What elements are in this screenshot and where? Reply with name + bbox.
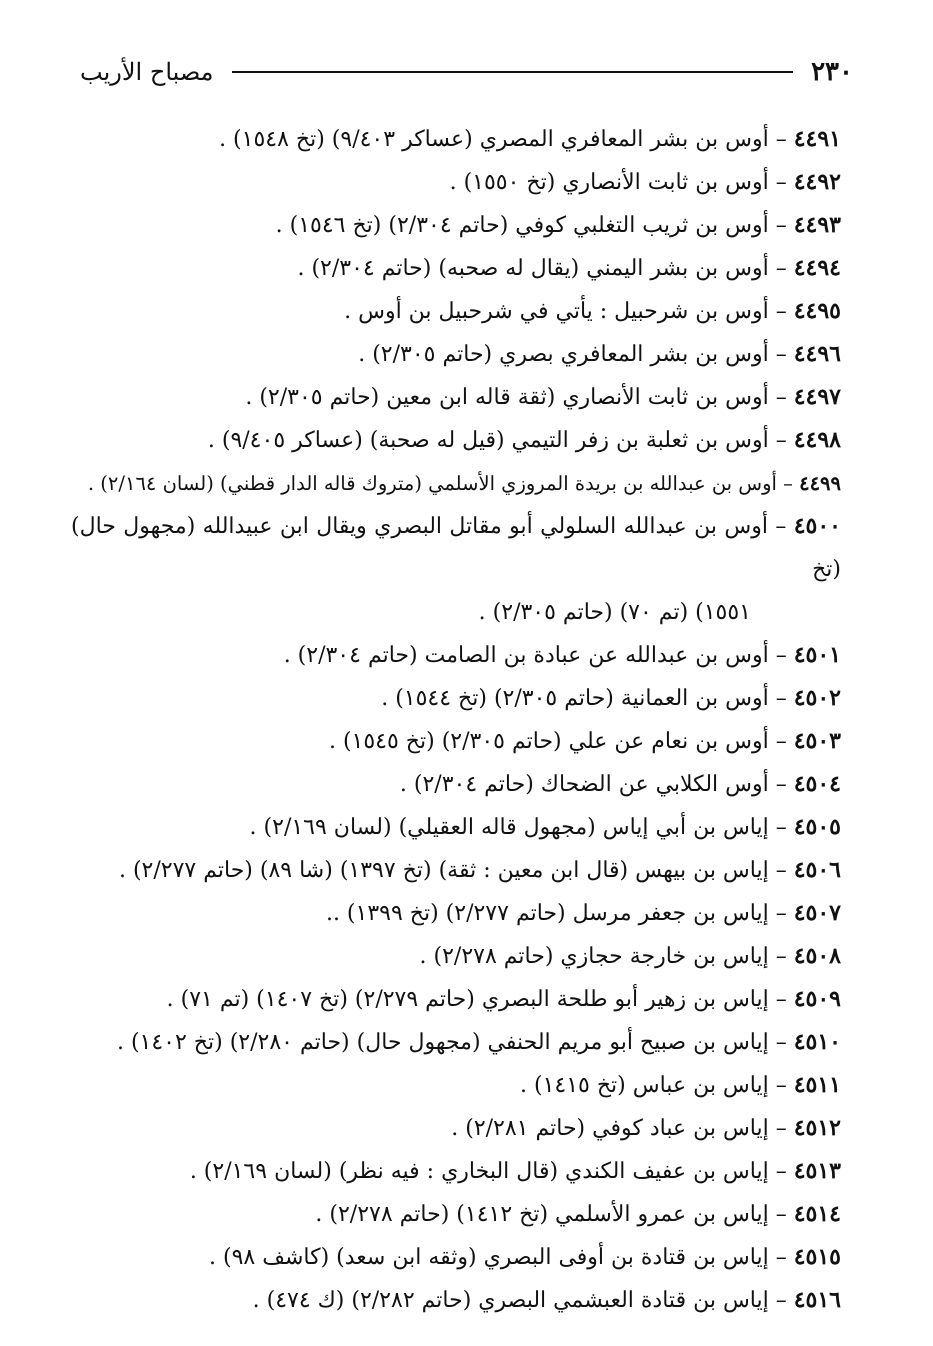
list-item xyxy=(71,1279,841,1322)
page-number: ٢٣٠ xyxy=(811,57,853,87)
entry-number: ٤٤٩٣ xyxy=(793,212,841,238)
list-item xyxy=(71,1150,841,1193)
list-item xyxy=(71,1193,841,1236)
entry-text: – أوس بن ثابت الأنصاري (ثقة قاله ابن معين (حاتم ٢/٣٠٥) . xyxy=(245,385,787,410)
list-item xyxy=(71,1236,841,1279)
entry-text: – إياس بن قتادة بن أوفى البصري (وثقه ابن سعد) (كاشف ٩٨) . xyxy=(209,1245,787,1270)
entry-text: – أوس بن بشر المعافري بصري (حاتم ٢/٣٠٥) . xyxy=(358,342,787,367)
list-item xyxy=(71,247,841,290)
entry-number: ٤٤٩٦ xyxy=(793,341,841,367)
entry-number: ٤٥٠٤ xyxy=(793,771,841,797)
entry-text: – أوس بن العمانية (حاتم ٢/٣٠٥) (تخ ١٥٤٤) . xyxy=(381,686,787,711)
entry-text: – إياس بن زهير أبو طلحة البصري (حاتم ٢/٢٧٩) (تخ ١٤٠٧) (تم ٧١) . xyxy=(166,987,787,1012)
list-item xyxy=(71,1064,841,1107)
entry-number: ٤٤٩٨ xyxy=(793,427,841,453)
entry-text: – أوس بن عبدالله بن بريدة المروزي الأسلمي (متروك قاله الدار قطني) (لسان ٢/١٦٤) . xyxy=(87,472,793,495)
entry-number: ٤٥١٥ xyxy=(793,1244,841,1270)
entry-number: ٤٥٠٧ xyxy=(793,900,841,926)
entry-number: ٤٥١٠ xyxy=(793,1029,841,1055)
entry-number: ٤٥٠٦ xyxy=(793,857,841,883)
entry-number: ٤٤٩٩ xyxy=(799,472,841,495)
list-item xyxy=(71,462,841,505)
entry-number: ٤٥٠٢ xyxy=(793,685,841,711)
entry-text: – أوس بن بشر اليمني (يقال له صحبه) (حاتم ٢/٣٠٤) . xyxy=(297,256,787,281)
list-item xyxy=(71,419,841,462)
list-item xyxy=(71,763,841,806)
entry-number: ٤٥٠٠ xyxy=(793,513,841,539)
entry-number: ٤٥٠١ xyxy=(793,642,841,668)
entry-text: – أوس بن ثعلبة بن زفر التيمي (قيل له صحبة) (عساكر ٩/٤٠٥) . xyxy=(207,428,787,453)
entry-text: – إياس بن عباد كوفي (حاتم ٢/٢٨١) . xyxy=(451,1116,787,1141)
entry-number: ٤٥١٦ xyxy=(793,1287,841,1313)
entry-text: – إياس بن قتادة العبشمي البصري (حاتم ٢/٢٨٢) (ك ٤٧٤) . xyxy=(252,1288,787,1313)
list-item xyxy=(71,290,841,333)
entry-text: – إياس بن صبيح أبو مريم الحنفي (مجهول حال) (حاتم ٢/٢٨٠) (تخ ١٤٠٢) . xyxy=(116,1030,787,1055)
entry-text: – إياس بن بيهس (قال ابن معين : ثقة) (تخ ١٣٩٧) (شا ٨٩) (حاتم ٢/٢٧٧) . xyxy=(118,858,787,883)
entry-number: ٤٤٩٢ xyxy=(793,169,841,195)
list-item xyxy=(71,978,841,1021)
entry-text: – أوس بن ثريب التغلبي كوفي (حاتم ٢/٣٠٤) (تخ ١٥٤٦) . xyxy=(275,213,787,238)
list-item xyxy=(71,376,841,419)
list-item xyxy=(71,806,841,849)
list-item xyxy=(71,161,841,204)
entry-text: – إياس بن عمرو الأسلمي (تخ ١٤١٢) (حاتم ٢/٢٧٨) . xyxy=(315,1202,787,1227)
entry-number: ٤٥٠٨ xyxy=(793,943,841,969)
entry-list xyxy=(71,118,841,1322)
entry-text: – أوس الكلابي عن الضحاك (حاتم ٢/٣٠٤) . xyxy=(399,772,787,797)
header-rule xyxy=(232,71,794,73)
entry-number: ٤٤٩١ xyxy=(793,126,841,152)
entry-number: ٤٥١٤ xyxy=(793,1201,841,1227)
entry-text: – إياس بن عفيف الكندي (قال البخاري : فيه نظر) (لسان ٢/١٦٩) . xyxy=(189,1159,787,1184)
entry-number: ٤٥٠٩ xyxy=(793,986,841,1012)
entry-number: ٤٤٩٤ xyxy=(793,255,841,281)
entry-number: ٤٥٠٣ xyxy=(793,728,841,754)
entry-number: ٤٥٠٥ xyxy=(793,814,841,840)
entry-text: – إياس بن عباس (تخ ١٤١٥) . xyxy=(520,1073,787,1098)
entry-continuation: ١٥٥١) (تم ٧٠) (حاتم ٢/٣٠٥) . xyxy=(478,600,751,625)
entry-number: ٤٥١١ xyxy=(793,1072,841,1098)
running-title: مصباح الأريب xyxy=(80,58,214,86)
entry-number: ٤٤٩٥ xyxy=(793,298,841,324)
list-item xyxy=(71,1107,841,1150)
list-item xyxy=(71,892,841,935)
entry-number: ٤٤٩٧ xyxy=(793,384,841,410)
list-item xyxy=(71,720,841,763)
entry-text: – إياس بن جعفر مرسل (حاتم ٢/٢٧٧) (تخ ١٣٩٩) .. xyxy=(325,901,787,926)
entry-text: – أوس بن بشر المعافري المصري (عساكر ٩/٤٠٣) (تخ ١٥٤٨) . xyxy=(219,127,787,152)
entry-text: – أوس بن عبدالله عن عبادة بن الصامت (حاتم ٢/٣٠٤) . xyxy=(283,643,787,668)
entry-text: – أوس بن ثابت الأنصاري (تخ ١٥٥٠) . xyxy=(449,170,787,195)
entry-number: ٤٥١٢ xyxy=(793,1115,841,1141)
list-item xyxy=(71,677,841,720)
list-item xyxy=(71,634,841,677)
entry-text: – إياس بن خارجة حجازي (حاتم ٢/٢٧٨) . xyxy=(419,944,787,969)
list-item xyxy=(71,505,841,634)
list-item xyxy=(71,1021,841,1064)
entry-text: – أوس بن عبدالله السلولي أبو مقاتل البصري ويقال ابن عبيدالله (مجهول حال) (تخ xyxy=(71,514,841,582)
list-item xyxy=(71,204,841,247)
running-head xyxy=(80,52,853,92)
entry-text: – أوس بن شرحبيل : يأتي في شرحبيل بن أوس . xyxy=(344,299,787,324)
entry-number: ٤٥١٣ xyxy=(793,1158,841,1184)
list-item xyxy=(71,849,841,892)
entry-text: – أوس بن نعام عن علي (حاتم ٢/٣٠٥) (تخ ١٥٤٥) . xyxy=(328,729,787,754)
list-item xyxy=(71,935,841,978)
list-item xyxy=(71,333,841,376)
entry-text: – إياس بن أبي إياس (مجهول قاله العقيلي) (لسان ٢/١٦٩) . xyxy=(249,815,787,840)
list-item xyxy=(71,118,841,161)
